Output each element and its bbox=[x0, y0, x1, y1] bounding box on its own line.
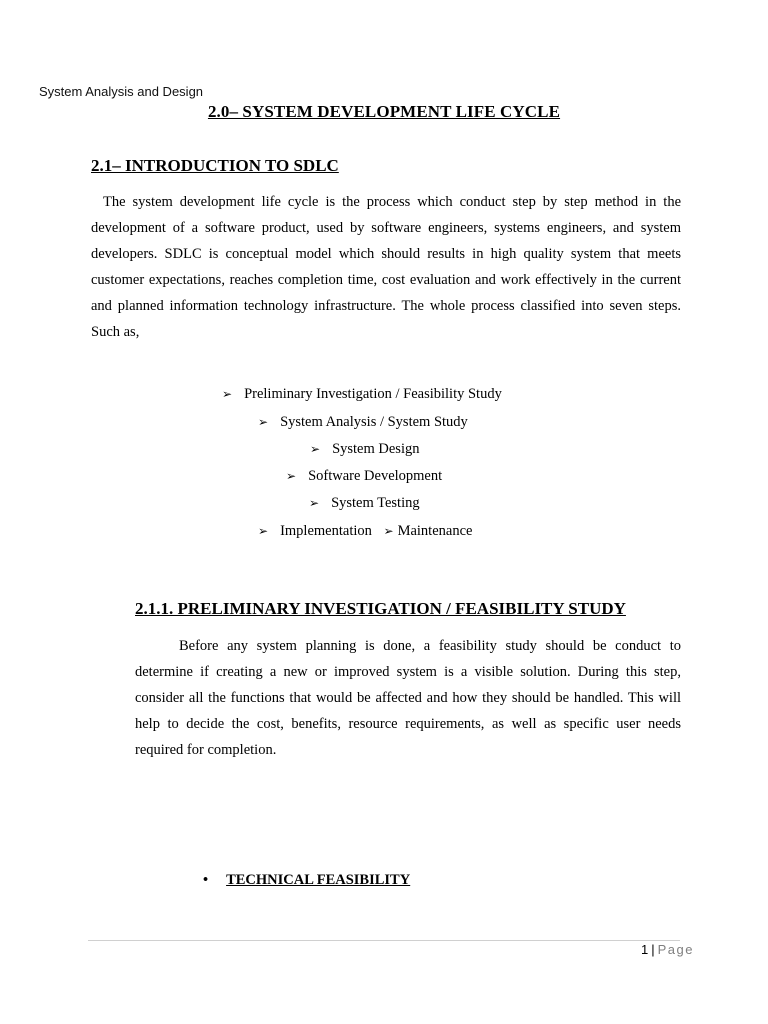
running-header: System Analysis and Design bbox=[39, 84, 204, 99]
arrow-bullet-icon: ➢ bbox=[310, 442, 321, 456]
step-label: Preliminary Investigation / Feasibility Study bbox=[244, 386, 502, 402]
footer-separator: | bbox=[651, 942, 655, 957]
step-label: System Testing bbox=[331, 495, 420, 511]
list-item bbox=[286, 467, 442, 485]
page-footer bbox=[641, 942, 694, 957]
arrow-bullet-icon: ➢ bbox=[258, 415, 269, 429]
intro-paragraph: The system development life cycle is the process which conduct step by step method in the development of a software product, used by software engineers, systems engineers, and system developers. SDLC is conceptual model which should results in high quality system that meets customer expectations, reaches completion time, cost evaluation and work effectively in the current and planned information technology infrastructure. The whole process classified into seven steps. Such as, bbox=[91, 194, 681, 340]
arrow-bullet-icon: ➢ bbox=[222, 387, 233, 401]
subsection-heading bbox=[203, 872, 410, 889]
feasibility-paragraph: Before any system planning is done, a feasibility study should be conduct to determine if creating a new or improved system is a visible solution. During this step, consider all the functions that would be affected and how they should be handled. This will help to decide the cost, benefits, resource requirements, as well as specific user needs required for completion. bbox=[135, 638, 681, 758]
step-label: System Design bbox=[332, 441, 420, 457]
list-item bbox=[310, 440, 419, 458]
step-label: Implementation bbox=[280, 523, 372, 539]
list-item bbox=[258, 522, 472, 540]
list-item bbox=[309, 494, 420, 512]
list-item bbox=[222, 385, 502, 403]
bullet-icon: • bbox=[203, 872, 209, 888]
step-label: Software Development bbox=[308, 468, 443, 484]
arrow-bullet-icon: ➢ bbox=[286, 469, 297, 483]
step-label: System Analysis / System Study bbox=[280, 414, 468, 430]
section-heading-intro: 2.1– INTRODUCTION TO SDLC bbox=[91, 156, 339, 175]
page-number: 1 bbox=[641, 942, 649, 957]
step-label: Maintenance bbox=[397, 523, 473, 539]
subsection-label: TECHNICAL FEASIBILITY bbox=[226, 872, 411, 888]
arrow-bullet-icon: ➢ bbox=[383, 524, 394, 538]
page-label: Page bbox=[657, 942, 694, 957]
footer-divider bbox=[88, 940, 680, 941]
page-title: 2.0– SYSTEM DEVELOPMENT LIFE CYCLE bbox=[207, 102, 561, 121]
section-heading-feasibility: 2.1.1. PRELIMINARY INVESTIGATION / FEASIBILITY STUDY bbox=[135, 599, 626, 618]
arrow-bullet-icon: ➢ bbox=[309, 496, 320, 510]
arrow-bullet-icon: ➢ bbox=[258, 524, 269, 538]
list-item bbox=[258, 413, 468, 431]
